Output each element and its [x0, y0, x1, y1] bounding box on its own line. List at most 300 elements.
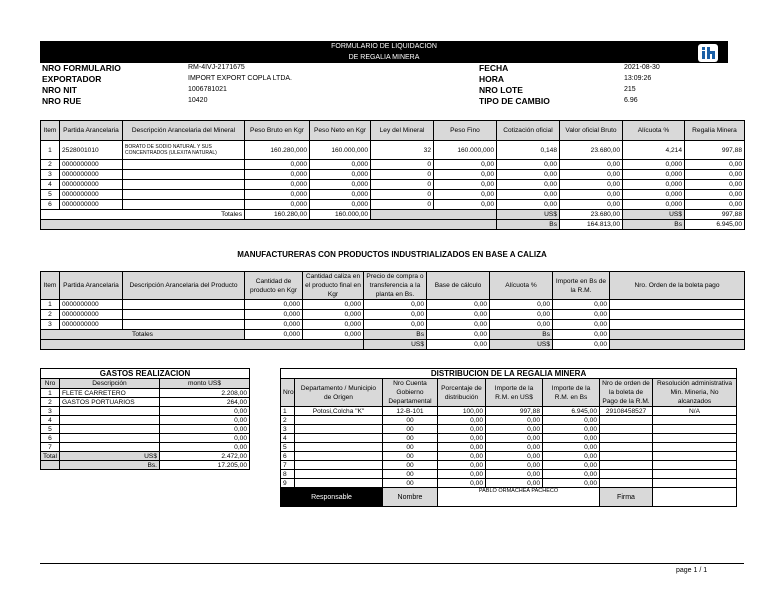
- institution-logo-icon: [698, 44, 718, 62]
- cell: 0,00: [486, 470, 543, 479]
- col-header: Cantidad de producto en Kgr: [245, 272, 303, 300]
- total-neto: 160.000,00: [310, 210, 371, 220]
- col-header: Descripción: [60, 379, 160, 389]
- cell: [123, 200, 245, 210]
- table-row: [41, 416, 250, 425]
- field-value: 6.96: [624, 97, 638, 104]
- cell: 0,000: [310, 170, 371, 180]
- gastos-table: [40, 368, 250, 470]
- cell: 0,148: [497, 141, 560, 160]
- section-title: MANUFACTURERAS CON PRODUCTOS INDUSTRIALIZADOS EN BASE A CALIZA: [237, 250, 547, 259]
- table-row: [41, 170, 745, 180]
- table-row: [281, 416, 737, 425]
- cell: 0,000: [245, 190, 310, 200]
- table-row: [281, 443, 737, 452]
- cell: 0,000: [623, 160, 685, 170]
- cell: 0,000: [623, 170, 685, 180]
- cell: 0,00: [438, 461, 486, 470]
- cell: 9: [281, 479, 295, 488]
- cell: 0000000000: [60, 200, 123, 210]
- col-header: Cotización oficial: [497, 121, 560, 141]
- cell: 6: [281, 452, 295, 461]
- cell: [653, 452, 737, 461]
- cell: [295, 425, 383, 434]
- total-importe: 0,00: [553, 330, 610, 340]
- cell: [123, 180, 245, 190]
- field-value: 13:09:26: [624, 75, 652, 82]
- cell: 0: [371, 170, 434, 180]
- total-regalia-bs: 6.945,00: [685, 220, 745, 230]
- cell: [60, 434, 160, 443]
- cell: 12-B-101: [383, 407, 438, 416]
- cell: 0,00: [543, 479, 600, 488]
- cell: 4: [41, 416, 60, 425]
- cell: 3: [281, 425, 295, 434]
- col-header: Departamento / Municipio de Origen: [295, 379, 383, 407]
- usd-label: US$: [497, 210, 560, 220]
- total-importe-usd: 0,00: [553, 340, 610, 350]
- cell: 0,00: [486, 434, 543, 443]
- cell: 7: [41, 443, 60, 452]
- cell: 0,00: [685, 170, 745, 180]
- cell: 0,00: [543, 416, 600, 425]
- empty-cell: [41, 340, 364, 350]
- nombre-label: Nombre: [383, 488, 438, 507]
- cell: 0,00: [497, 160, 560, 170]
- cell: 0,00: [438, 434, 486, 443]
- manufactureras-table: [40, 271, 745, 350]
- cell: 1: [41, 141, 60, 160]
- cell: 0,00: [438, 443, 486, 452]
- col-header: Precio de compra o transferencia a la planta en Bs.: [364, 272, 427, 300]
- table-row: [41, 425, 250, 434]
- cell: [653, 425, 737, 434]
- total-valor-usd: 23.680,00: [560, 210, 623, 220]
- table-row: [41, 443, 250, 452]
- cell: 2: [41, 160, 60, 170]
- cell: [653, 470, 737, 479]
- empty-cell: [610, 330, 745, 340]
- table-row: [281, 470, 737, 479]
- cell: 0,00: [438, 425, 486, 434]
- col-header: Base de cálculo: [427, 272, 490, 300]
- col-header: Nro Cuenta Gobierno Departamental: [383, 379, 438, 407]
- col-header: Nro de orden de la boleta de Pago de la R.M.: [600, 379, 653, 407]
- total-caliza: 0,000: [303, 330, 364, 340]
- cell: FLETE CARRETERO: [60, 389, 160, 398]
- cell: [653, 461, 737, 470]
- cell: [600, 452, 653, 461]
- cell: 1: [41, 389, 60, 398]
- cell: 00: [383, 416, 438, 425]
- cell: 0,000: [623, 190, 685, 200]
- cell: 0,000: [245, 180, 310, 190]
- cell: [610, 320, 745, 330]
- col-header: Item: [41, 121, 60, 141]
- cell: 0,00: [438, 416, 486, 425]
- cell: 0,00: [486, 425, 543, 434]
- usd-label: US$: [490, 340, 553, 350]
- cell: 00: [383, 479, 438, 488]
- cell: 0,000: [245, 200, 310, 210]
- cell: [295, 470, 383, 479]
- cell: 6.945,00: [543, 407, 600, 416]
- field-exportador: [42, 74, 342, 85]
- empty-cell: [371, 210, 497, 220]
- total-usd: 2.472,00: [160, 452, 250, 461]
- field-tipo-cambio: [479, 96, 729, 107]
- cell: [295, 443, 383, 452]
- usd-label: US$: [623, 210, 685, 220]
- cell: 0000000000: [60, 180, 123, 190]
- cell: [295, 434, 383, 443]
- cell: 6: [41, 200, 60, 210]
- bs-label: Bs: [623, 220, 685, 230]
- totals-label: Totales: [41, 210, 245, 220]
- cell: 0,00: [560, 200, 623, 210]
- table-row: [41, 398, 250, 407]
- table-row: [41, 180, 745, 190]
- cell: 0,000: [310, 190, 371, 200]
- table-row: [41, 407, 250, 416]
- cell: 2: [41, 398, 60, 407]
- cell: [653, 443, 737, 452]
- cell: 0,000: [623, 180, 685, 190]
- totals-row: [41, 210, 745, 220]
- cell: 160.000,000: [310, 141, 371, 160]
- cell: 264,00: [160, 398, 250, 407]
- cell: 2: [281, 416, 295, 425]
- cell: 0,00: [364, 300, 427, 310]
- cell: 0000000000: [60, 310, 123, 320]
- cell: 00: [383, 443, 438, 452]
- cell: 4: [41, 180, 60, 190]
- total-regalia-usd: 997,88: [685, 210, 745, 220]
- cell: [123, 170, 245, 180]
- cell: 0,00: [553, 320, 610, 330]
- cell: [610, 310, 745, 320]
- col-header: Alícuota %: [490, 272, 553, 300]
- table-row: [41, 320, 745, 330]
- field-nro-formulario: [42, 63, 342, 74]
- bs-label: Bs: [497, 220, 560, 230]
- cell: 160.280,000: [245, 141, 310, 160]
- cell: 2528001010: [60, 141, 123, 160]
- cell: 29108458527: [600, 407, 653, 416]
- total-label: Total: [41, 452, 60, 461]
- field-nro-lote: [479, 85, 729, 96]
- field-value: 2021-08-30: [624, 64, 660, 71]
- cell: 00: [383, 470, 438, 479]
- table-row: [281, 479, 737, 488]
- cell: 3: [41, 407, 60, 416]
- field-label: FECHA: [479, 63, 509, 73]
- cell: 0,00: [427, 300, 490, 310]
- cell: 0,000: [310, 180, 371, 190]
- cell: 0,00: [685, 160, 745, 170]
- cell: 0: [371, 180, 434, 190]
- cell: 0,00: [543, 425, 600, 434]
- cell: 0,00: [364, 310, 427, 320]
- table-row: [41, 200, 745, 210]
- total-cantidad: 0,000: [245, 330, 303, 340]
- cell: 8: [281, 470, 295, 479]
- gastos-title: GASTOS REALIZACION: [41, 369, 250, 379]
- cell: 4: [281, 434, 295, 443]
- field-value: RM-4IVJ-2171675: [188, 64, 245, 71]
- table-header-row: [281, 379, 737, 407]
- cell: N/A: [653, 407, 737, 416]
- cell: [295, 452, 383, 461]
- cell: 0,00: [553, 300, 610, 310]
- usd-label: US$: [364, 340, 427, 350]
- cell: 0,00: [434, 160, 497, 170]
- cell: [600, 416, 653, 425]
- total-base: 0,00: [427, 330, 490, 340]
- cell: 0,000: [303, 300, 364, 310]
- cell: 0,00: [560, 190, 623, 200]
- table-header-row: [41, 121, 745, 141]
- col-header: Nro: [281, 379, 295, 407]
- cell: [123, 320, 245, 330]
- cell: [610, 300, 745, 310]
- cell: 0,00: [490, 310, 553, 320]
- empty-cell: [41, 220, 497, 230]
- info-left: [42, 63, 342, 107]
- cell: 0,000: [245, 320, 303, 330]
- table-row: [41, 141, 745, 160]
- field-hora: [479, 74, 729, 85]
- field-value: 1006781021: [188, 86, 227, 93]
- cell: [60, 443, 160, 452]
- cell: 0,000: [303, 310, 364, 320]
- cell: 0,00: [434, 180, 497, 190]
- bs-label: Bs: [490, 330, 553, 340]
- cell: 0,000: [245, 160, 310, 170]
- cell: 0,00: [497, 170, 560, 180]
- cell: 0000000000: [60, 190, 123, 200]
- cell: [600, 443, 653, 452]
- cell: [295, 461, 383, 470]
- cell: 0,00: [160, 407, 250, 416]
- bs-label: Bs: [364, 330, 427, 340]
- info-right: [479, 63, 729, 107]
- col-header: Partida Arancelaria: [60, 272, 123, 300]
- cell: 0,00: [364, 320, 427, 330]
- table-header-row: [41, 272, 745, 300]
- form-title-2: DE REGALIA MINERA: [348, 54, 420, 61]
- bs-label: Bs.: [60, 461, 160, 470]
- cell: Potosi,Colcha "K": [295, 407, 383, 416]
- cell: 00: [383, 452, 438, 461]
- mineral-table: [40, 120, 745, 230]
- field-label: NRO FORMULARIO: [42, 63, 121, 73]
- col-header: Ley del Mineral: [371, 121, 434, 141]
- cell: BORATO DE SODIO NATURAL Y SUS CONCENTRADOS (ULEXITA NATURAL): [123, 141, 245, 160]
- cell: 997,88: [685, 141, 745, 160]
- table-row: [41, 190, 745, 200]
- table-row: [41, 389, 250, 398]
- cell: 0,00: [543, 434, 600, 443]
- total-valor-bs: 164.813,00: [560, 220, 623, 230]
- field-label: NRO LOTE: [479, 85, 523, 95]
- cell: 0000000000: [60, 160, 123, 170]
- col-header: Peso Bruto en Kgr: [245, 121, 310, 141]
- cell: [653, 479, 737, 488]
- cell: 1: [281, 407, 295, 416]
- field-value: 10420: [188, 97, 208, 104]
- cell: [653, 416, 737, 425]
- cell: 00: [383, 461, 438, 470]
- cell: [653, 434, 737, 443]
- cell: 0,00: [438, 452, 486, 461]
- col-header: monto US$: [160, 379, 250, 389]
- cell: [123, 300, 245, 310]
- table-row: [281, 407, 737, 416]
- cell: 0,00: [438, 470, 486, 479]
- empty-cell: [610, 340, 745, 350]
- cell: GASTOS PORTUARIOS: [60, 398, 160, 407]
- cell: 0,00: [685, 180, 745, 190]
- cell: 7: [281, 461, 295, 470]
- cell: [600, 434, 653, 443]
- cell: 0,00: [438, 479, 486, 488]
- cell: 0,00: [486, 479, 543, 488]
- col-header: Nro: [41, 379, 60, 389]
- firma-label: Firma: [600, 488, 653, 507]
- table-row: [41, 160, 745, 170]
- cell: 0,00: [685, 200, 745, 210]
- table-header-row: [41, 379, 250, 389]
- cell: 00: [383, 434, 438, 443]
- cell: 5: [41, 190, 60, 200]
- cell: 0,00: [160, 416, 250, 425]
- cell: 32: [371, 141, 434, 160]
- cell: [600, 479, 653, 488]
- responsable-label: Responsable: [281, 488, 383, 507]
- totals-label: Totales: [41, 330, 245, 340]
- empty-cell: [41, 461, 60, 470]
- cell: 0,00: [490, 300, 553, 310]
- col-header: Regalía Minera: [685, 121, 745, 141]
- cell: 0000000000: [60, 320, 123, 330]
- table-row: [41, 310, 745, 320]
- field-nro-rue: [42, 96, 342, 107]
- cell: 0,00: [427, 310, 490, 320]
- cell: 0,00: [543, 452, 600, 461]
- distribucion-table: [280, 368, 737, 507]
- col-header: Cantidad caliza en el producto final en Kgr: [303, 272, 364, 300]
- cell: 0,000: [245, 170, 310, 180]
- col-header: Descripción Arancelaria del Mineral: [123, 121, 245, 141]
- cell: 997,88: [486, 407, 543, 416]
- cell: [60, 416, 160, 425]
- cell: 0,00: [427, 320, 490, 330]
- col-header: Resolución administrativa Min. Mineria, No alcanzados: [653, 379, 737, 407]
- cell: [600, 425, 653, 434]
- field-label: TIPO DE CAMBIO: [479, 96, 550, 106]
- cell: 2.208,00: [160, 389, 250, 398]
- cell: 0,00: [160, 425, 250, 434]
- cell: [123, 310, 245, 320]
- cell: 0,00: [434, 190, 497, 200]
- cell: 100,00: [438, 407, 486, 416]
- cell: 6: [41, 434, 60, 443]
- cell: 0,000: [310, 160, 371, 170]
- footer-divider: [40, 563, 744, 564]
- totals-bs-row: [41, 461, 250, 470]
- cell: 0000000000: [60, 170, 123, 180]
- field-nro-nit: [42, 85, 342, 96]
- cell: [60, 425, 160, 434]
- totals-row: [41, 330, 745, 340]
- cell: 0,000: [245, 300, 303, 310]
- col-header: Nro. Orden de la boleta pago: [610, 272, 745, 300]
- cell: 5: [41, 425, 60, 434]
- cell: 4,214: [623, 141, 685, 160]
- cell: 0,00: [543, 461, 600, 470]
- field-label: NRO NIT: [42, 85, 77, 95]
- cell: 0,00: [543, 443, 600, 452]
- table-row: [281, 452, 737, 461]
- cell: [295, 416, 383, 425]
- cell: 3: [41, 320, 60, 330]
- cell: 2: [41, 310, 60, 320]
- totals-row: [41, 452, 250, 461]
- col-header: Partida Arancelaria: [60, 121, 123, 141]
- table-row: [281, 434, 737, 443]
- cell: 0,00: [160, 434, 250, 443]
- table-row: [41, 434, 250, 443]
- cell: 0: [371, 190, 434, 200]
- cell: 0,000: [303, 320, 364, 330]
- cell: 1: [41, 300, 60, 310]
- cell: 00: [383, 425, 438, 434]
- cell: [123, 160, 245, 170]
- cell: [295, 479, 383, 488]
- field-label: EXPORTADOR: [42, 74, 102, 84]
- nombre-value: PABLO ORMACHEA PACHECO: [438, 488, 600, 507]
- total-bs: 17.205,00: [160, 461, 250, 470]
- col-header: Porcentaje de distribución: [438, 379, 486, 407]
- cell: 0,00: [497, 190, 560, 200]
- cell: 0,00: [490, 320, 553, 330]
- field-value: 215: [624, 86, 636, 93]
- total-bruto: 160.280,00: [245, 210, 310, 220]
- cell: 0,00: [434, 200, 497, 210]
- cell: 3: [41, 170, 60, 180]
- col-header: Peso Fino: [434, 121, 497, 141]
- cell: 0,00: [486, 452, 543, 461]
- cell: 160.000,000: [434, 141, 497, 160]
- cell: 0,00: [560, 180, 623, 190]
- cell: 0,000: [623, 200, 685, 210]
- page-number: page 1 / 1: [676, 567, 708, 574]
- cell: [600, 470, 653, 479]
- cell: 0: [371, 160, 434, 170]
- form-title-1: FORMULARIO DE LIQUIDACION: [331, 43, 437, 50]
- cell: 5: [281, 443, 295, 452]
- field-fecha: [479, 63, 729, 74]
- cell: 0000000000: [60, 300, 123, 310]
- table-row: [281, 425, 737, 434]
- cell: 0,00: [434, 170, 497, 180]
- cell: 0,00: [486, 461, 543, 470]
- cell: 0: [371, 200, 434, 210]
- total-base-usd: 0,00: [427, 340, 490, 350]
- col-header: Item: [41, 272, 60, 300]
- cell: 0,00: [160, 443, 250, 452]
